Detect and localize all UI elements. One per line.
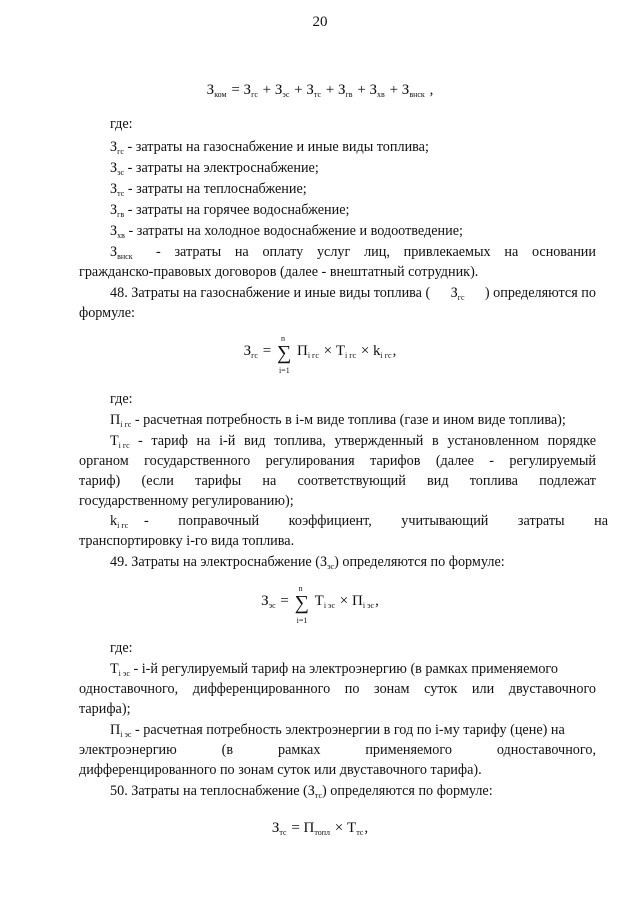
- paragraph-50: 50. Затраты на теплоснабжение $(З_{тс})$ определяются по формуле:: [110, 783, 493, 800]
- formula-electricity: $З_{эс}$ = ∑ n i=1 $Т_{i эс} \times П_{i эс}$,: [261, 584, 379, 625]
- definition-gas: $З_{гс}$ - затраты на газоснабжение и иные виды топлива;: [110, 139, 429, 156]
- formula-total-cost: $З_{ком} = З_{гс} + З_{эс} + З_{тс} + З_{гв} + З_{хв} + З_{внск}$ ,: [206, 82, 434, 99]
- paragraph-49: 49. Затраты на электроснабжение $(З_{эс})$ определяются по формуле:: [110, 554, 505, 571]
- where-label-2: где:: [110, 391, 133, 407]
- formula-gas: $З_{гс}$ = ∑ n i=1 $П_{i гс} \times Т_{i гс} \times k_{i гс}$,: [243, 334, 397, 375]
- formula-heat: $З_{тс} = П_{топл} \times Т_{тс}$,: [271, 820, 369, 837]
- definition-cold-water: $З_{хв}$ - затраты на холодное водоснабжение и водоотведение;: [110, 223, 463, 240]
- definition-fuel-need: $П_{i гс}$ - расчетная потребность в i-м виде топлива (газе и ином виде топлива);: [110, 412, 566, 429]
- page-number: 20: [312, 14, 328, 30]
- where-label-3: где:: [110, 640, 133, 656]
- definition-heat: $З_{тс}$ - затраты на теплоснабжение;: [110, 181, 307, 198]
- where-label: где:: [110, 116, 133, 132]
- definition-electricity: $З_{эс}$ - затраты на электроснабжение;: [110, 160, 319, 177]
- definition-hot-water: $З_{гв}$ - затраты на горячее водоснабжение;: [110, 202, 350, 219]
